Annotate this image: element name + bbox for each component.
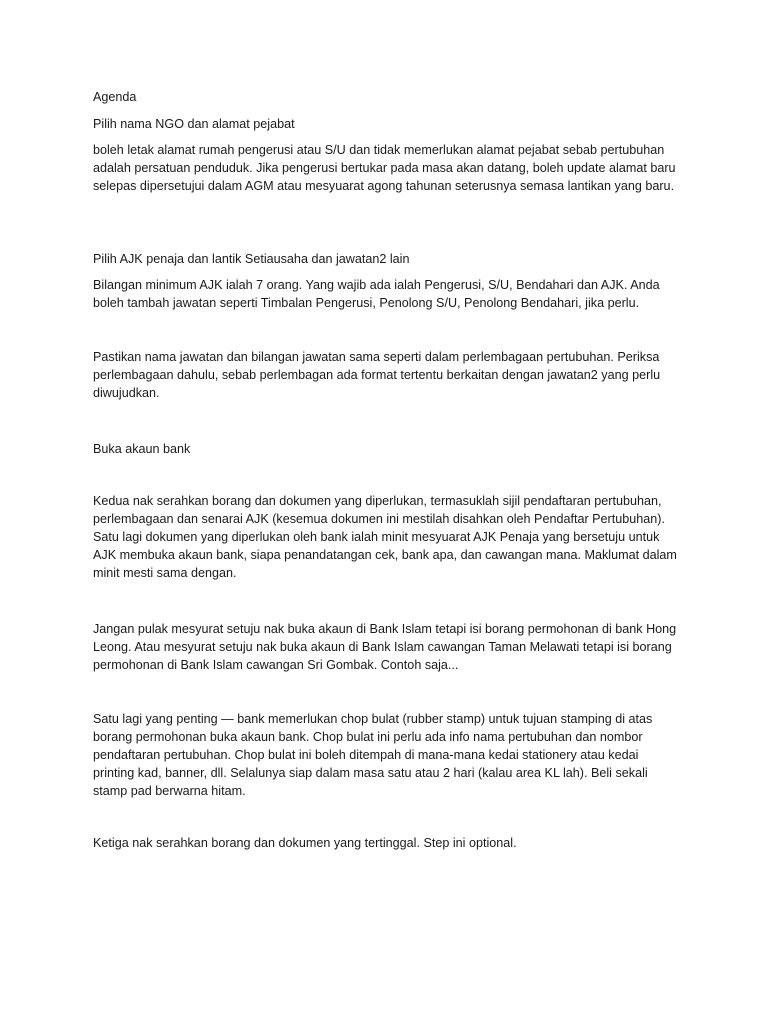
paragraph-ajk-constitution: Pastikan nama jawatan dan bilangan jawatan sama seperti dalam perlembagaan pertubuhan. Periksa perlembagaan dahulu, sebab perlembagan ada format tertentu berkaitan dengan jawatan2 yang perlu diwujudkan.	[93, 350, 661, 400]
paragraph-ajk-minimum: Bilangan minimum AJK ialah 7 orang. Yang wajib ada ialah Pengerusi, S/U, Bendahari dan AJK. Anda boleh tambah jawatan seperti Timbalan Pengerusi, Penolong S/U, Penolong Bendahari, jika perlu.	[93, 278, 660, 310]
paragraph-bank-documents: Kedua nak serahkan borang dan dokumen yang diperlukan, termasuklah sijil pendaftaran pertubuhan, perlembagaan dan senarai AJK (kesemua dokumen ini mestilah disahkan oleh Pendaftar Pertubuhan). Satu lagi dokumen yang diperlukan oleh bank ialah minit mesyuarat AJK Penaja yang bersetuju untuk AJK membuka akaun bank, siapa penandatangan cek, bank apa, dan cawangan mana. Maklumat dalam minit mesti sama dengan.	[93, 494, 677, 580]
section-heading-bank-account: Buka akaun bank	[93, 442, 191, 456]
paragraph-third-step: Ketiga nak serahkan borang dan dokumen yang tertinggal. Step ini optional.	[93, 836, 517, 850]
paragraph-bank-example: Jangan pulak mesyurat setuju nak buka akaun di Bank Islam tetapi isi borang permohonan di bank Hong Leong. Atau mesyurat setuju nak buka akaun di Bank Islam cawangan Taman Melawati tetapi isi borang permohonan di Bank Islam cawangan Sri Gombak. Contoh saja...	[93, 622, 677, 672]
section-heading-ajk: Pilih AJK penaja dan lantik Setiausaha dan jawatan2 lain	[93, 252, 410, 266]
agenda-label: Agenda	[93, 90, 137, 104]
paragraph-rubber-stamp: Satu lagi yang penting — bank memerlukan chop bulat (rubber stamp) untuk tujuan stamping di atas borang permohonan buka akaun bank. Chop bulat ini perlu ada info nama pertubuhan dan nombor pendaftaran pertubuhan. Chop bulat ini boleh ditempah di mana-mana kedai stationery atau kedai printing kad, banner, dll. Selalunya siap dalam masa satu atau 2 hari (kalau area KL lah). Beli sekali stamp pad berwarna hitam.	[93, 712, 653, 798]
section-heading-ngo-name: Pilih nama NGO dan alamat pejabat	[93, 117, 295, 131]
paragraph-ngo-address: boleh letak alamat rumah pengerusi atau S/U dan tidak memerlukan alamat pejabat sebab pertubuhan adalah persatuan penduduk. Jika pengerusi bertukar pada masa akan datang, boleh update alamat baru selepas dipersetujui dalam AGM atau mesyuarat agong tahunan seterusnya semasa lantikan yang baru.	[93, 143, 676, 193]
